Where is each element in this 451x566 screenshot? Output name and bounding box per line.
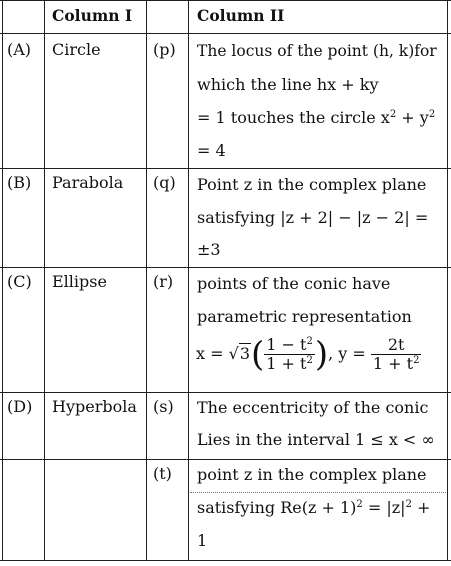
row-r-line-2: parametric representation (197, 307, 412, 326)
row-p-line-4: = 4 (197, 141, 226, 160)
row-q-line-1: Point z in the complex plane (197, 175, 427, 194)
column-border (447, 0, 448, 561)
row-a-label: (A) (7, 40, 32, 59)
row-c-label: (C) (7, 272, 32, 291)
row-d-item: Hyperbola (52, 397, 137, 416)
column-i-header: Column I (52, 6, 133, 25)
row-r-label: (r) (153, 272, 174, 291)
row-r-line-1: points of the conic have (197, 274, 391, 293)
row-p-line-3: = 1 touches the circle $x^2 + y^2$ (197, 108, 436, 127)
row-p-label: (p) (153, 40, 176, 59)
row-q-line-2: satisfying |z + 2| − |z − 2| = (197, 208, 429, 227)
row-p-line-2: which the line hx + ky (197, 75, 379, 94)
row-p-line-1: The locus of the point (h, k)for (197, 42, 437, 60)
row-q-label: (q) (153, 173, 176, 192)
fraction-2: $\frac{2t}{1 + t^2}$ (372, 335, 420, 373)
column-ii-header: Column II (197, 6, 285, 25)
row-s-line-1: The eccentricity of the conic (197, 398, 429, 417)
row-a-item: Circle (52, 40, 101, 59)
row-t-line-2: satisfying $Re(z + 1)^2 = |z|^2$ + (197, 498, 431, 517)
row-q-line-3: ±3 (197, 240, 221, 259)
row-c-item: Ellipse (52, 272, 107, 291)
row-b-item: Parabola (52, 173, 124, 192)
row-border (0, 560, 451, 561)
row-d-label: (D) (7, 397, 33, 416)
row-t-line-3: 1 (197, 531, 208, 550)
column-border (2, 0, 3, 561)
column-border (44, 0, 45, 561)
row-t-line-1: point z in the complex plane (197, 465, 427, 484)
row-b-label: (B) (7, 173, 32, 192)
column-border (146, 0, 147, 561)
row-s-label: (s) (153, 397, 174, 416)
fraction-1: $\frac{1 - t^2}{1 + t^2}$ (266, 335, 313, 373)
row-s-line-2: Lies in the interval 1 ≤ x < ∞ (197, 430, 435, 449)
sqrt-symbol: √3 (228, 344, 250, 363)
row-t-label: (t) (153, 464, 172, 483)
parametric-formula: x = √3( $\frac{1 - t^2}{1 + t^2}$ ), y = $\frac{2t}{1 + t^2}$ (196, 334, 420, 375)
column-border (188, 0, 189, 561)
